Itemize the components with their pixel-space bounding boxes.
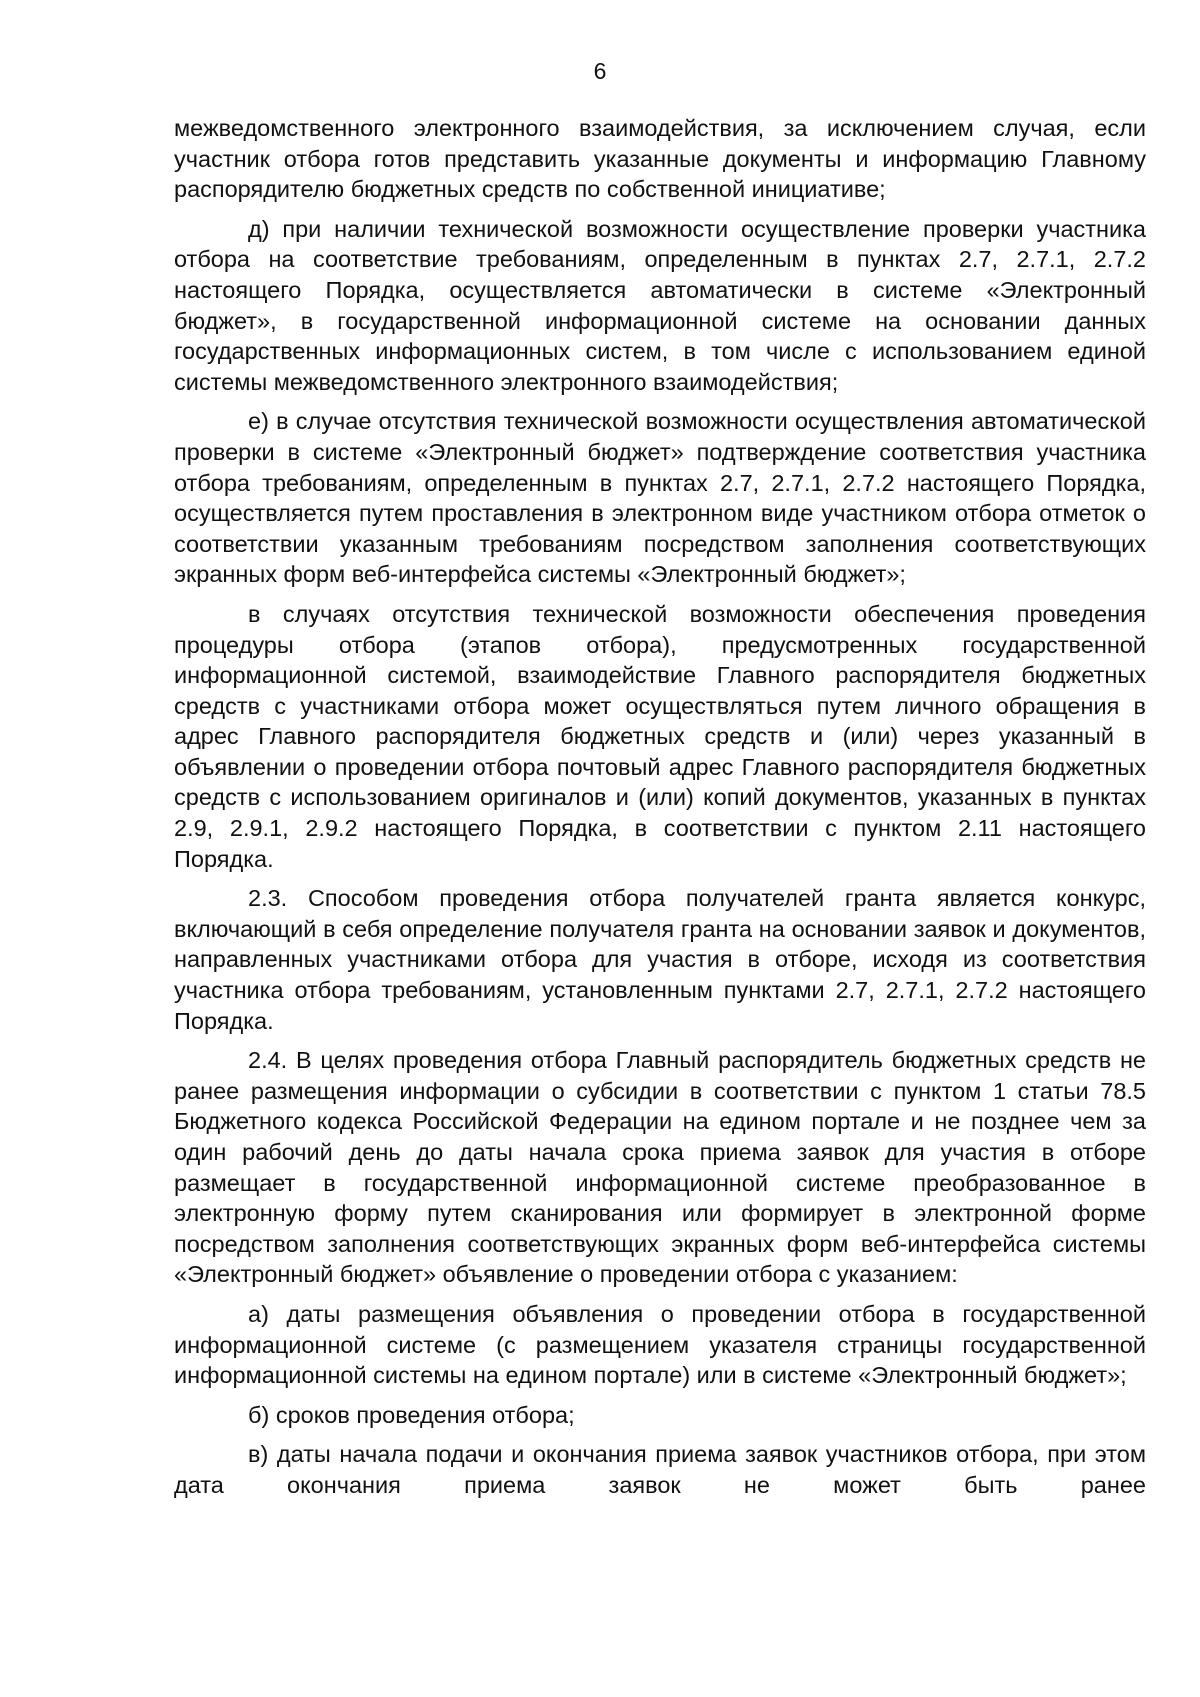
paragraph-item-v: в) даты начала подачи и окончания приема заявок участников отбора, при этом дата окончания приема заявок не может быть ранее: [174, 1441, 1146, 1498]
paragraph-item-e: е) в случае отсутствия технической возможности осуществления автоматической проверки в системе «Электронный бюджет» подтверждение соответствия участника отбора требованиям, определенным в пунктах 2.7, 2.7.1, 2.7.2 настоящего Порядка, осуществляется путем проставления в электронном виде участником отбора отметок о соответствии указанным требованиям посредством заполнения соответствующих экранных форм веб-интерфейса системы «Электронный бюджет»;: [174, 408, 1146, 588]
paragraph-item-d: д) при наличии технической возможности осуществление проверки участника отбора на соответствие требованиям, определенным в пунктах 2.7, 2.7.1, 2.7.2 настоящего Порядка, осуществляется автоматически в системе «Электронный бюджет», в государственной информационной системе на основании данных государственных информационных систем, в том числе с использованием единой системы межведомственного электронного взаимодействия;: [174, 215, 1146, 395]
paragraph-2-4: 2.4. В целях проведения отбора Главный распорядитель бюджетных средств не ранее размещения информации о субсидии в соответствии с пунктом 1 статьи 78.5 Бюджетного кодекса Российской Федерации на едином портале и не позднее чем за один рабочий день до даты начала срока приема заявок для участия в отборе размещает в государственной информационной системе преобразованное в электронную форму путем сканирования или формирует в электронной форме посредством заполнения соответствующих экранных форм веб-интерфейса системы «Электронный бюджет» объявление о проведении отбора с указанием:: [174, 1047, 1146, 1288]
paragraph-item-a: а) даты размещения объявления о проведении отбора в государственной информационной системе (с размещением указателя страницы государственной информационной системы на едином портале) или в системе «Электронный бюджет»;: [174, 1300, 1146, 1389]
page-number: 6: [593, 58, 607, 84]
paragraph-no-technical-possibility: в случаях отсутствия технической возможности обеспечения проведения процедуры отбора (этапов отбора), предусмотренных государственной информационной системой, взаимодействие Главного распорядителя бюджетных средств с участниками отбора может осуществляться путем личного обращения в адрес Главного распорядителя бюджетных средств и (или) через указанный в объявлении о проведении отбора почтовый адрес Главного распорядителя бюджетных средств с использованием оригиналов и (или) копий документов, указанных в пунктах 2.9, 2.9.1, 2.9.2 настоящего Порядка, в соответствии с пунктом 2.11 настоящего Порядка.: [174, 600, 1146, 872]
paragraph-continuation: межведомственного электронного взаимодействия, за исключением случая, если участник отбора готов представить указанные документы и информацию Главному распорядителю бюджетных средств по собственной инициативе;: [174, 115, 1146, 203]
paragraph-item-b: б) сроков проведения отбора;: [248, 1401, 575, 1428]
paragraph-2-3: 2.3. Способом проведения отбора получателей гранта является конкурс, включающий в себя определение получателя гранта на основании заявок и документов, направленных участниками отбора для участия в отборе, исходя из соответствия участника отбора требованиям, установленным пунктами 2.7, 2.7.1, 2.7.2 настоящего Порядка.: [174, 885, 1146, 1034]
document-body: [174, 113, 1146, 1501]
